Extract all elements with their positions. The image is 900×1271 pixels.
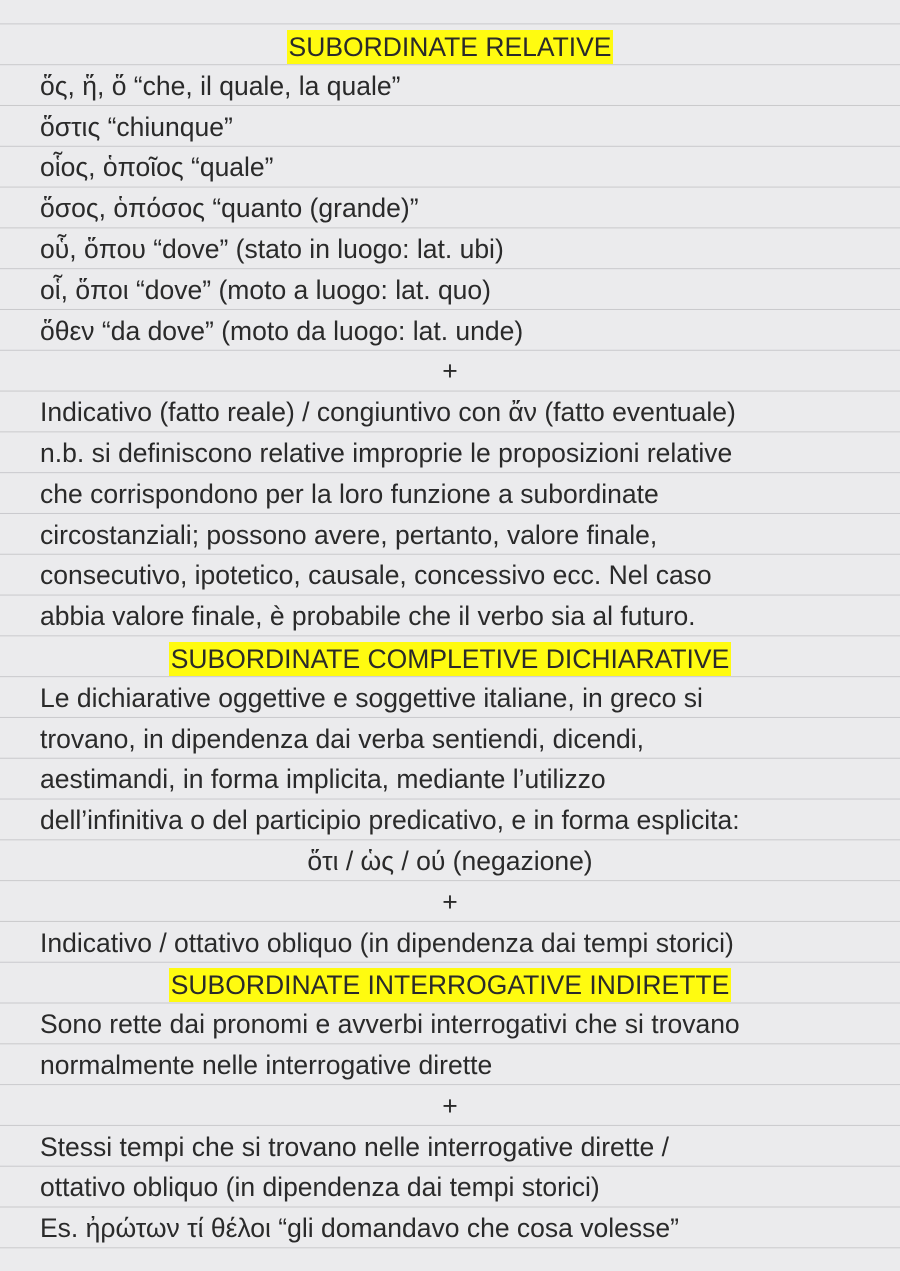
text-line bbox=[0, 596, 900, 637]
line-text: Indicativo (fatto reale) / congiuntivo con ἄν (fatto eventuale) bbox=[40, 397, 736, 428]
text-line bbox=[0, 923, 900, 964]
line-text: che corrispondono per la loro funzione a subordinate bbox=[40, 478, 659, 509]
line-text: trovano, in dipendenza dai verba sentiendi, dicendi, bbox=[40, 723, 645, 754]
text-line bbox=[0, 555, 900, 596]
line-text: Es. ἠρώτων τί θέλοι “gli domandavo che cosa volesse” bbox=[40, 1213, 679, 1244]
line-text: Le dichiarative oggettive e soggettive italiane, in greco si bbox=[40, 682, 703, 713]
line-text: + bbox=[442, 1090, 458, 1121]
text-line bbox=[0, 1127, 900, 1168]
text-line bbox=[0, 759, 900, 800]
text-line bbox=[0, 719, 900, 760]
line-text: aestimandi, in forma implicita, mediante l’utilizzo bbox=[40, 764, 606, 795]
section-heading bbox=[0, 25, 900, 66]
text-line bbox=[0, 1004, 900, 1045]
plus-separator bbox=[0, 1086, 900, 1127]
line-text: ὅθεν “da dove” (moto da luogo: lat. unde) bbox=[40, 315, 524, 346]
line-text: Stessi tempi che si trovano nelle interrogative dirette / bbox=[40, 1131, 669, 1162]
text-line bbox=[0, 800, 900, 841]
line-text: consecutivo, ipotetico, causale, concessivo ecc. Nel caso bbox=[40, 560, 712, 591]
text-line bbox=[0, 1167, 900, 1208]
line-text: Indicativo / ottativo obliquo (in dipendenza dai tempi storici) bbox=[40, 927, 734, 958]
text-line bbox=[0, 678, 900, 719]
text-line bbox=[0, 188, 900, 229]
line-text: Sono rette dai pronomi e avverbi interrogativi che si trovano bbox=[40, 1009, 740, 1040]
plus-separator bbox=[0, 351, 900, 392]
text-line bbox=[0, 66, 900, 107]
text-line bbox=[0, 1045, 900, 1086]
text-line bbox=[0, 270, 900, 311]
line-text: ὅσος, ὁπόσος “quanto (grande)” bbox=[40, 193, 419, 224]
text-line bbox=[0, 147, 900, 188]
line-text: abbia valore finale, è probabile che il verbo sia al futuro. bbox=[40, 601, 696, 632]
section-heading bbox=[0, 963, 900, 1004]
line-text: n.b. si definiscono relative improprie le proposizioni relative bbox=[40, 437, 733, 468]
text-line bbox=[0, 433, 900, 474]
line-text: ὅστις “chiunque” bbox=[40, 111, 233, 142]
line-text: οὗ, ὅπου “dove” (stato in luogo: lat. ubi) bbox=[40, 233, 504, 264]
heading-text: SUBORDINATE COMPLETIVE DICHIARATIVE bbox=[170, 643, 730, 674]
heading-text: SUBORDINATE INTERROGATIVE INDIRETTE bbox=[170, 970, 730, 1001]
heading-text: SUBORDINATE RELATIVE bbox=[288, 32, 612, 62]
section-heading bbox=[0, 637, 900, 678]
line-text: dell’infinitiva o del participio predicativo, e in forma esplicita: bbox=[40, 805, 740, 836]
text-line bbox=[0, 107, 900, 148]
line-text: + bbox=[442, 886, 458, 917]
text-line bbox=[0, 515, 900, 556]
plus-separator bbox=[0, 882, 900, 923]
text-line bbox=[0, 841, 900, 882]
text-line bbox=[0, 474, 900, 515]
line-text: οἷ, ὅποι “dove” (moto a luogo: lat. quo) bbox=[40, 274, 491, 305]
text-line bbox=[0, 392, 900, 433]
text-line bbox=[0, 311, 900, 352]
text-line bbox=[0, 229, 900, 270]
notes-page bbox=[0, 25, 900, 1249]
line-text: ὅς, ἥ, ὅ “che, il quale, la quale” bbox=[40, 70, 401, 101]
line-text: ottativo obliquo (in dipendenza dai tempi storici) bbox=[40, 1172, 600, 1203]
line-text: οἷος, ὁποῖος “quale” bbox=[40, 152, 274, 183]
line-text: circostanziali; possono avere, pertanto, valore finale, bbox=[40, 519, 658, 550]
line-text: ὅτι / ὡς / ού (negazione) bbox=[307, 845, 593, 876]
text-line bbox=[0, 1208, 900, 1249]
line-text: normalmente nelle interrogative dirette bbox=[40, 1049, 493, 1080]
line-text: + bbox=[442, 356, 458, 387]
